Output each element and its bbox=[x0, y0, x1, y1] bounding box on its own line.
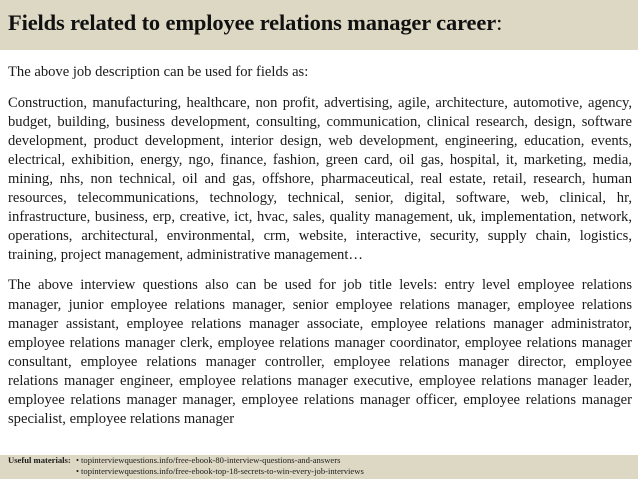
job-levels-paragraph: The above interview questions also can be used for job title levels: entry level employee relations manager, junior employee relations manager, senior employee relations manager, employee relations manager assistant, employee relations manager associate, employee relations manager administrator, employee relations manager clerk, employee relations manager coordinator, employee relations manager consultant, employee relations manager controller, employee relations manager director, employee relations manager engineer, employee relations manager executive, employee relations manager leader, employee relations manager manager, employee relations manager officer, employee relations manager specialist, employee relations manager bbox=[8, 277, 632, 427]
bullet-icon: • bbox=[76, 465, 80, 476]
page-title bbox=[8, 10, 630, 36]
intro-paragraph: The above job description can be used for fields as: bbox=[8, 64, 309, 80]
page-title-text: Fields related to employee relations manager career bbox=[8, 10, 497, 35]
footer-link-2[interactable]: topinterviewquestions.info/free-ebook-top-18-secrets-to-win-every-job-interviews bbox=[81, 465, 364, 476]
footer-row-2 bbox=[8, 466, 638, 477]
footer-label-text: Useful materials bbox=[8, 455, 68, 465]
title-bar bbox=[0, 0, 638, 50]
footer-spacer bbox=[8, 466, 76, 477]
content-body bbox=[8, 63, 632, 429]
footer-label bbox=[8, 455, 76, 466]
footer-row-1 bbox=[8, 455, 638, 466]
page-title-colon: : bbox=[496, 10, 503, 35]
footer-label-suffix: : bbox=[67, 455, 71, 465]
footer-link-1[interactable]: topinterviewquestions.info/free-ebook-80-interview-questions-and-answers bbox=[81, 455, 341, 465]
fields-paragraph: Construction, manufacturing, healthcare, non profit, advertising, agile, architecture, automotive, agency, budget, building, business development, consulting, communication, clinical research, design, software development, product development, interior design, web development, engineering, education, events, electrical, exhibition, energy, ngo, finance, fashion, green card, oil gas, hospital, it, marketing, media, mining, nhs, non technical, oil and gas, offshore, pharmaceutical, real estate, retail, research, human resources, telecommunications, technology, technical, senior, digital, software, web, clinical, hr, infrastructure, business, erp, creative, ict, hvac, sales, quality management, uk, implementation, network, operations, architectural, environmental, crm, website, interactive, security, supply chain, logistics, training, project management, administrative management… bbox=[8, 95, 632, 264]
footer-bar bbox=[0, 455, 638, 479]
bullet-icon: • bbox=[76, 455, 80, 465]
